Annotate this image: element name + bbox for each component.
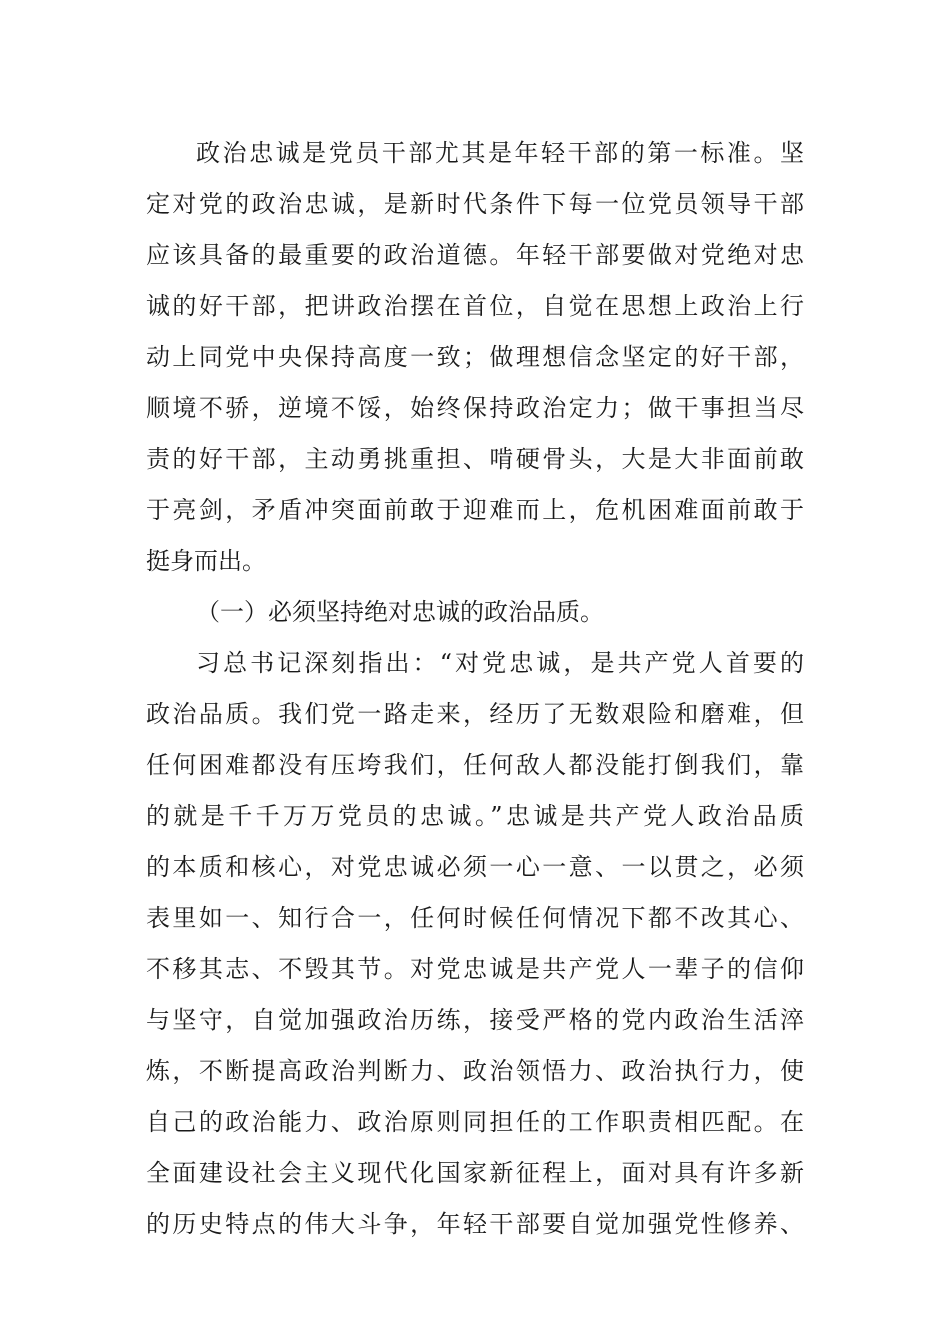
paragraph-line: 于亮剑，矛盾冲突面前敢于迎难而上，危机困难面前敢于 — [146, 496, 804, 524]
paragraph-line: 政治品质。我们党一路走来，经历了无数艰险和磨难，但 — [146, 700, 804, 728]
paragraph-line: 自己的政治能力、政治原则同担任的工作职责相匹配。在 — [146, 1108, 804, 1136]
paragraph-line: 的就是千千万万党员的忠诚。”忠诚是共产党人政治品质 — [146, 802, 804, 830]
paragraph-line: 习总书记深刻指出：“对党忠诚，是共产党人首要的 — [196, 649, 804, 677]
paragraph-line: 诚的好干部，把讲政治摆在首位，自觉在思想上政治上行 — [146, 292, 804, 320]
paragraph-line: 动上同党中央保持高度一致；做理想信念坚定的好干部， — [146, 343, 804, 371]
paragraph-line: 应该具备的最重要的政治道德。年轻干部要做对党绝对忠 — [146, 241, 804, 269]
paragraph-line: 定对党的政治忠诚，是新时代条件下每一位党员领导干部 — [146, 190, 804, 218]
paragraph-line: 顺境不骄，逆境不馁，始终保持政治定力；做干事担当尽 — [146, 394, 804, 422]
paragraph-line: 炼，不断提高政治判断力、政治领悟力、政治执行力，使 — [146, 1057, 804, 1085]
paragraph-1 — [146, 128, 804, 587]
paragraph-line: 责的好干部，主动勇挑重担、啃硬骨头，大是大非面前敢 — [146, 445, 804, 473]
paragraph-line: 任何困难都没有压垮我们，任何敌人都没能打倒我们，靠 — [146, 751, 804, 779]
paragraph-line: 挺身而出。 — [146, 547, 266, 575]
paragraph-2 — [146, 638, 804, 1250]
section-heading — [146, 587, 804, 638]
paragraph-line: 政治忠诚是党员干部尤其是年轻干部的第一标准。坚 — [196, 139, 804, 167]
paragraph-line: 的本质和核心，对党忠诚必须一心一意、一以贯之，必须 — [146, 853, 804, 881]
document-body — [146, 128, 804, 1250]
paragraph-line: 与坚守，自觉加强政治历练，接受严格的党内政治生活淬 — [146, 1006, 804, 1034]
paragraph-line: 不移其志、不毁其节。对党忠诚是共产党人一辈子的信仰 — [146, 955, 804, 983]
paragraph-line: 全面建设社会主义现代化国家新征程上，面对具有许多新 — [146, 1159, 804, 1187]
paragraph-line: 表里如一、知行合一，任何时候任何情况下都不改其心、 — [146, 904, 804, 932]
paragraph-line: 的历史特点的伟大斗争，年轻干部要自觉加强党性修养、 — [146, 1210, 804, 1238]
section-heading-text: （一）必须坚持绝对忠诚的政治品质。 — [196, 598, 604, 626]
